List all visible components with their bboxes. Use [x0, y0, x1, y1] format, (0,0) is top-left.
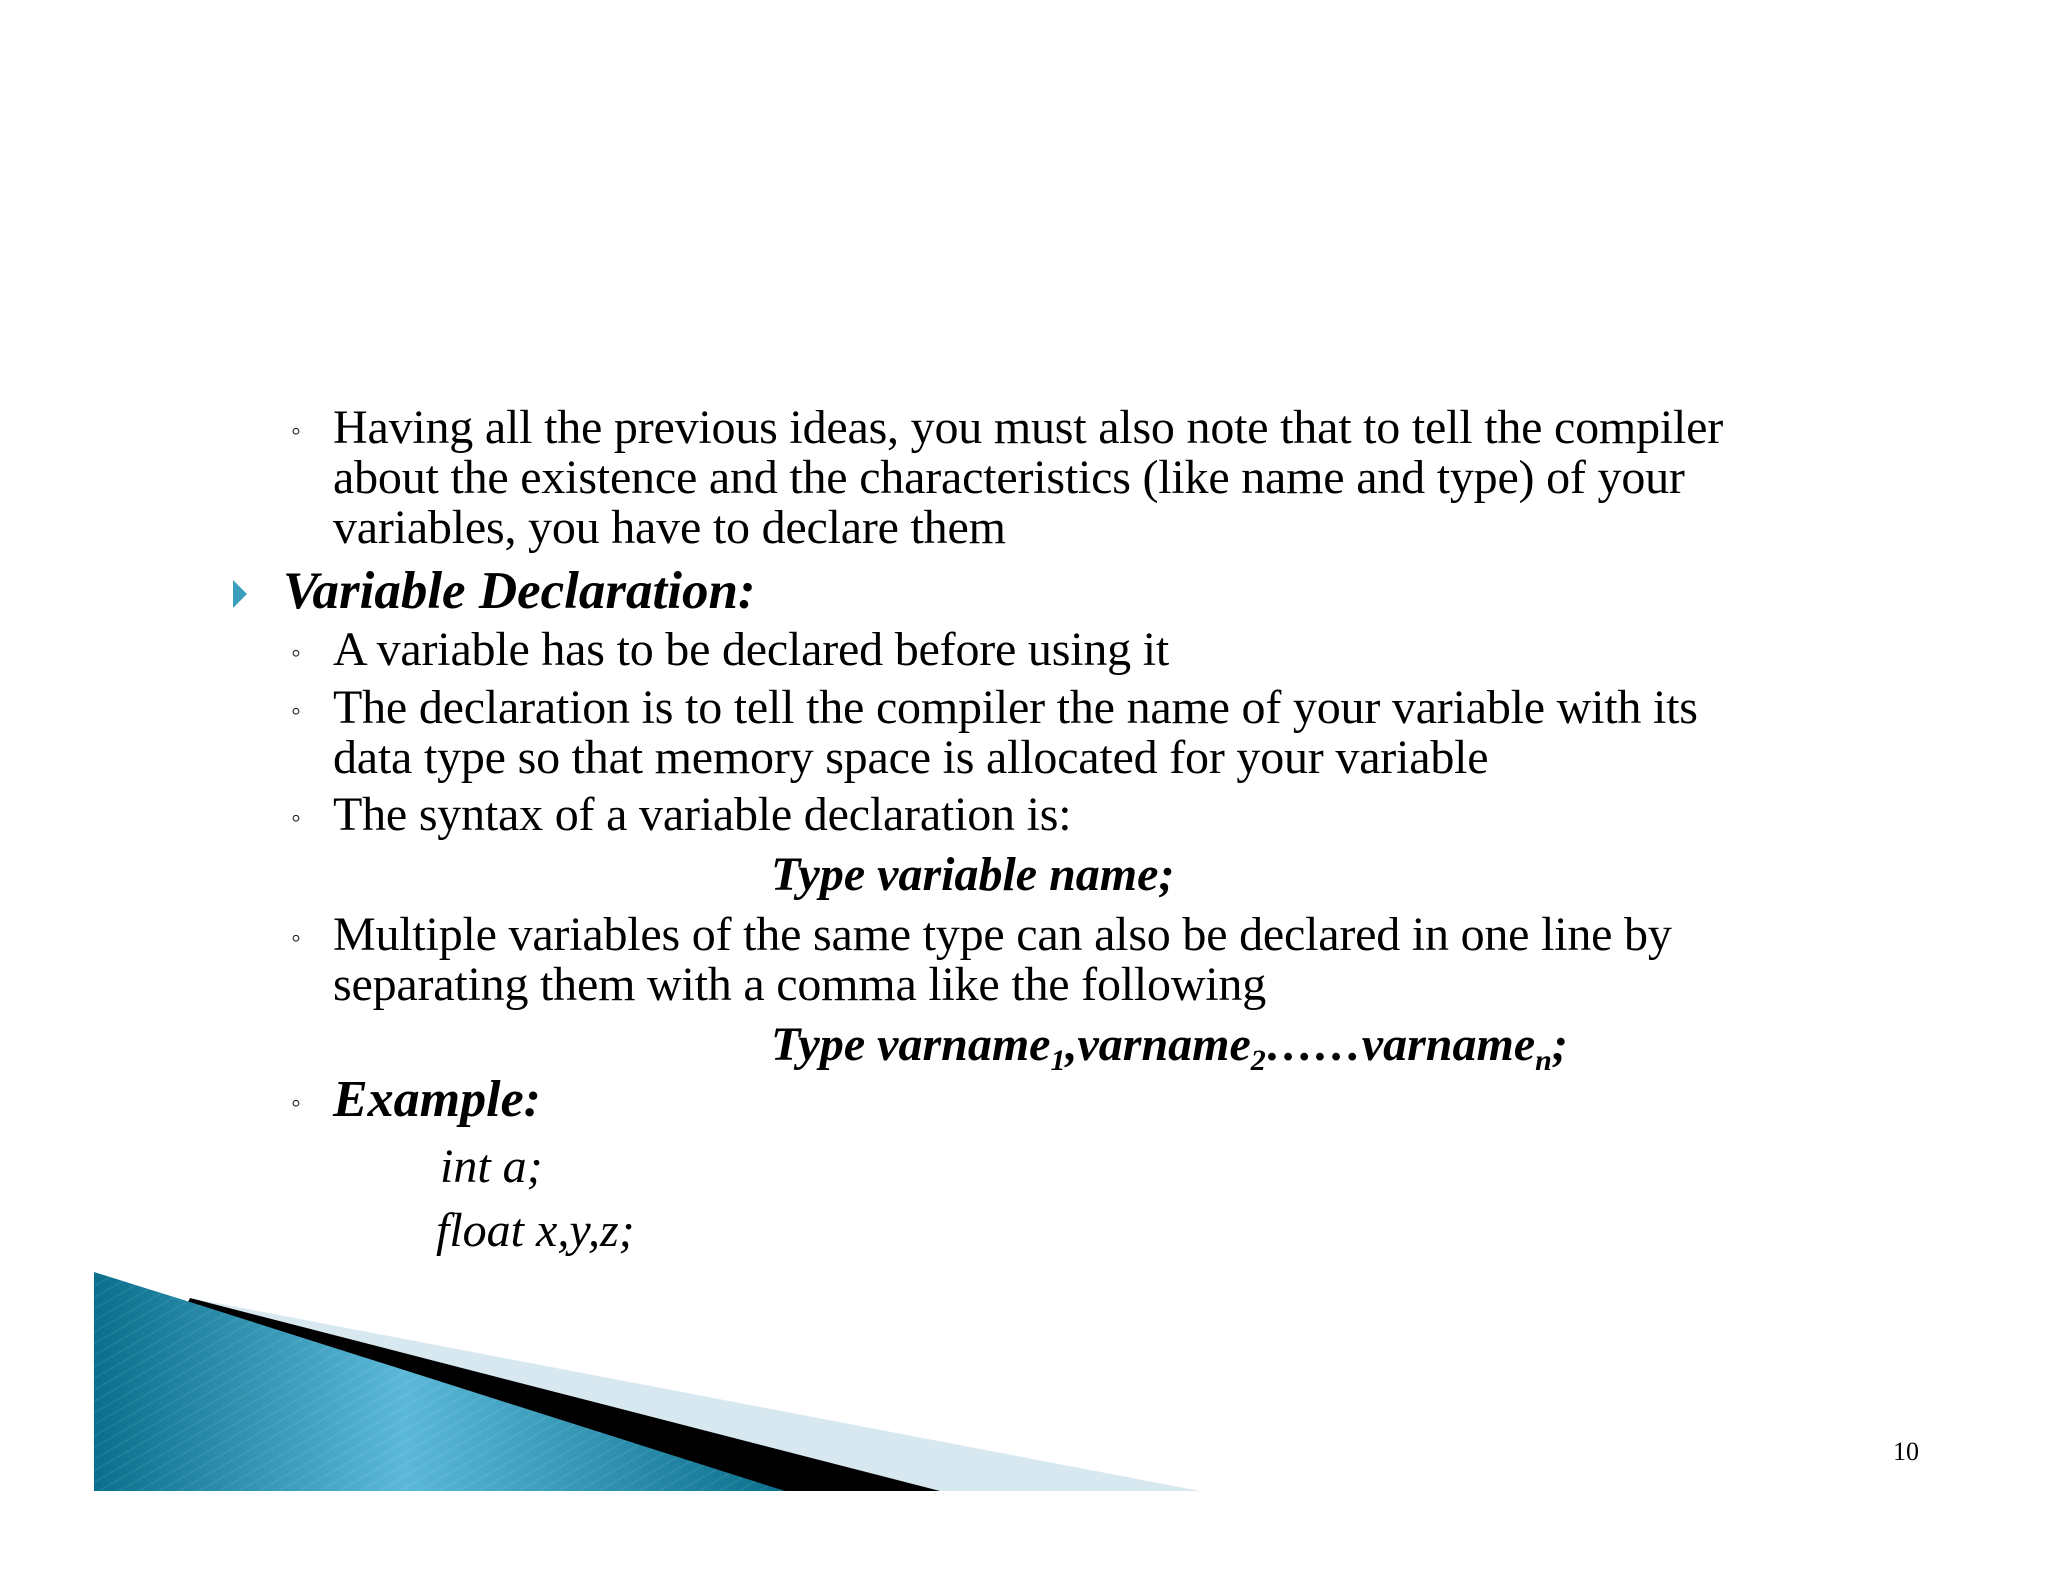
item-3: The syntax of a variable declaration is: — [333, 788, 1072, 841]
sub-bullet-icon: ◦ — [291, 696, 301, 727]
sub-bullet-icon: ◦ — [291, 1088, 301, 1119]
syntax-2-part-3: ……varname — [1265, 1018, 1536, 1071]
sub-bullet-icon: ◦ — [291, 803, 301, 834]
example-label: Example: — [333, 1071, 541, 1128]
intro-line-2: about the existence and the characteristics (like name and type) of your — [333, 451, 1685, 504]
syntax-2-sub-1: 1 — [1050, 1044, 1066, 1077]
item-1: A variable has to be declared before using it — [333, 623, 1170, 676]
page-number: 10 — [1893, 1437, 1919, 1466]
item-2-line-1: The declaration is to tell the compiler the name of your variable with its — [333, 681, 1698, 734]
sub-bullet-icon: ◦ — [291, 923, 301, 954]
sub-bullet-icon: ◦ — [291, 638, 301, 669]
sub-bullet-icon: ◦ — [291, 416, 301, 447]
intro-line-3: variables, you have to declare them — [333, 501, 1006, 554]
syntax-line-1: Type variable name; — [771, 848, 1175, 901]
code-line-1: int a; — [440, 1140, 543, 1193]
item-2-line-2: data type so that memory space is allocated for your variable — [333, 731, 1489, 784]
syntax-2-part-4: ; — [1551, 1018, 1568, 1071]
item-4-line-1: Multiple variables of the same type can also be declared in one line by — [333, 908, 1672, 961]
item-4-line-2: separating them with a comma like the following — [333, 958, 1267, 1011]
syntax-2-sub-2: 2 — [1250, 1044, 1266, 1077]
syntax-2-part-2: ,varname — [1065, 1018, 1251, 1071]
intro-line-1: Having all the previous ideas, you must also note that to tell the compiler — [333, 401, 1724, 454]
code-line-2: float x,y,z; — [436, 1204, 635, 1257]
syntax-2-sub-n: n — [1535, 1044, 1552, 1077]
section-heading: Variable Declaration: — [283, 562, 756, 620]
syntax-2-part-1: Type varname — [771, 1018, 1051, 1071]
